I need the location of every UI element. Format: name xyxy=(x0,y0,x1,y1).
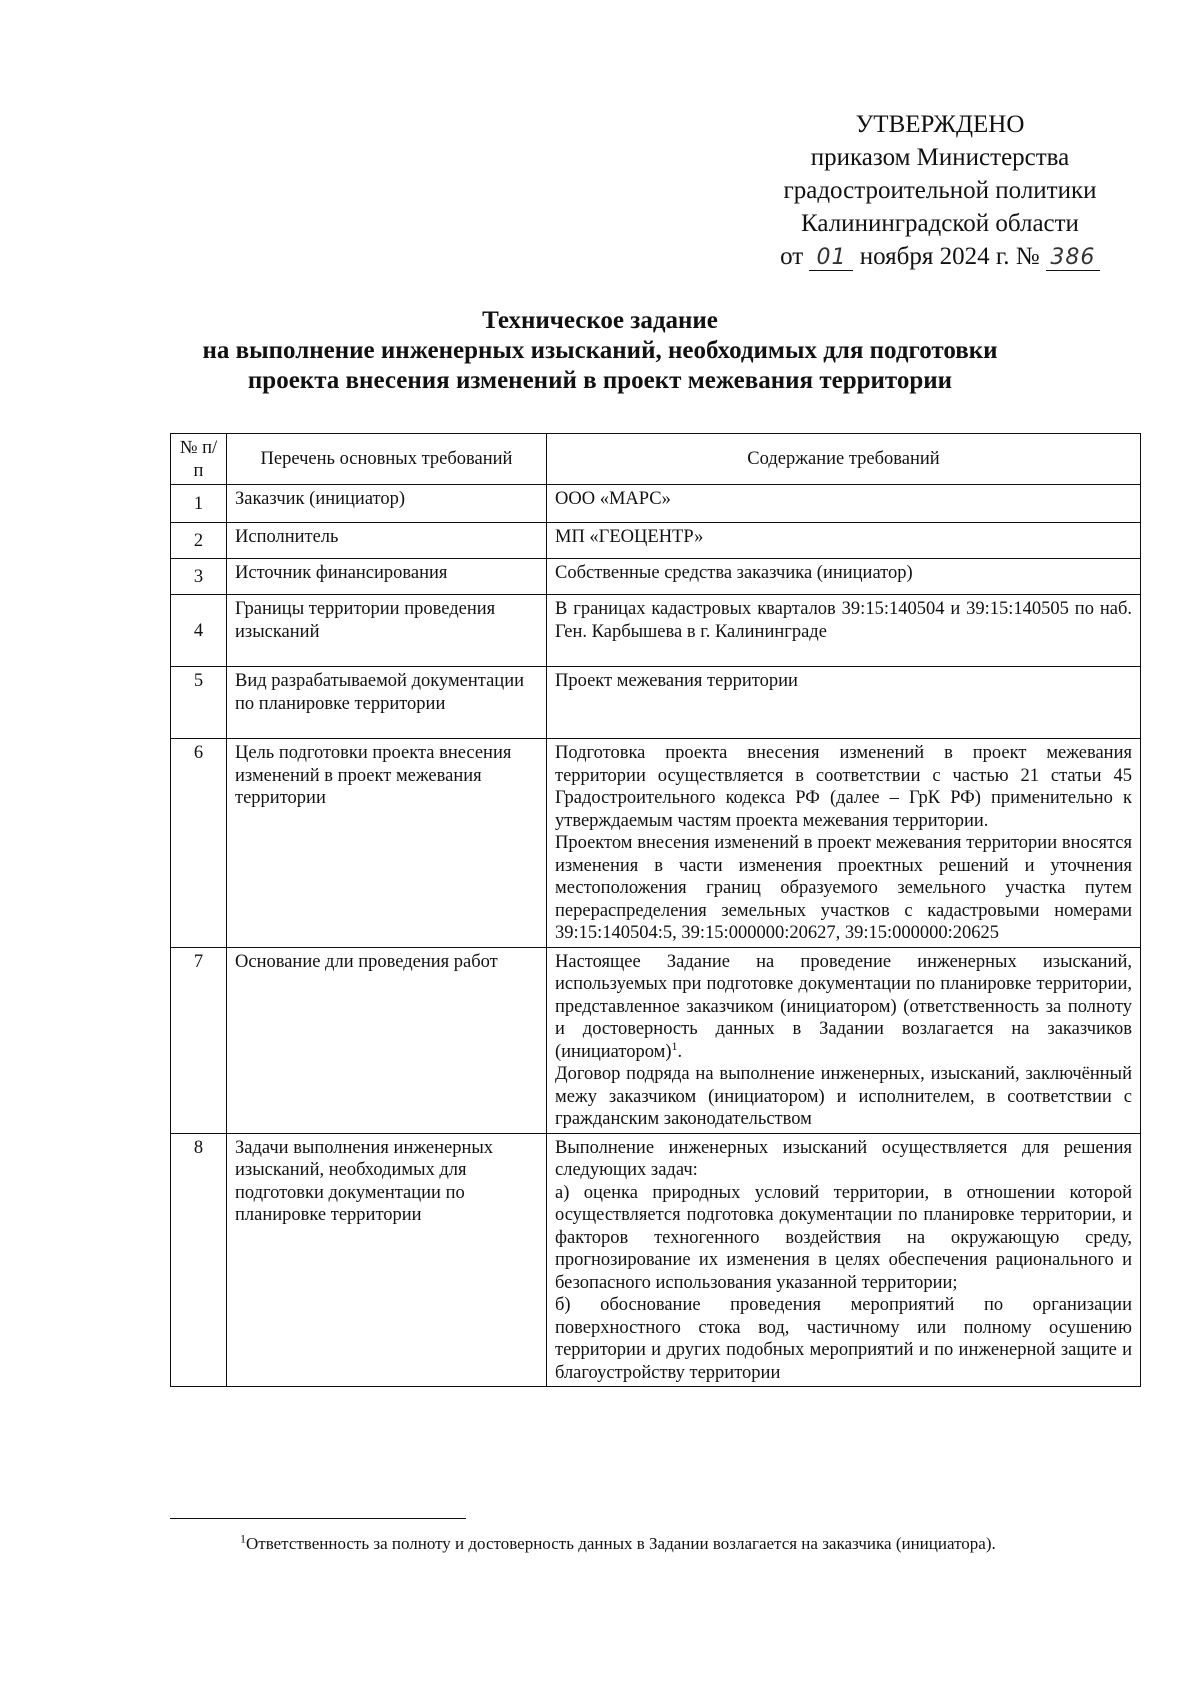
row-num: 7 xyxy=(171,947,227,1133)
row-num: 8 xyxy=(171,1133,227,1387)
content-paragraph: Проектом внесения изменений в проект межевания территории вносятся изменения в части изменения проектных решений и уточнения местоположения границ образуемого земельного участка путем перераспределения земельных участков с кадастровыми номерами 39:15:140504:5, 39:15:000000:20627, 39:15:000000:20625 xyxy=(555,833,1132,943)
row-content xyxy=(547,947,1141,1133)
content-paragraph: Договор подряда на выполнение инженерных, изысканий, заключённый межу заказчиком (инициатором) и исполнителем, в соответствии с гражданским законодательством xyxy=(555,1064,1132,1129)
row-content xyxy=(547,485,1141,523)
content-paragraph: Проект межевания территории xyxy=(555,671,798,691)
content-paragraph: В границах кадастровых кварталов 39:15:140504 и 39:15:140505 по наб. Ген. Карбышева в г. Калининграде xyxy=(555,599,1132,642)
table-row xyxy=(171,947,1141,1133)
row-requirement: Основание дли проведения работ xyxy=(227,947,547,1133)
handwritten-order-number: 386 xyxy=(1046,246,1100,271)
row-requirement: Вид разрабатываемой документации по планировке территории xyxy=(227,667,547,739)
row-content xyxy=(547,595,1141,667)
approval-line-3: Калининградской области xyxy=(801,210,1079,237)
footnote-text: Ответственность за полноту и достоверность данных в Задании возлагается на заказчика (инициатора). xyxy=(246,1534,996,1553)
content-paragraph: ООО «МАРС» xyxy=(555,489,671,509)
title-line-2: на выполнение инженерных изысканий, необходимых для подготовки xyxy=(202,337,998,364)
header-num: № п/п xyxy=(171,434,227,485)
row-num: 6 xyxy=(171,739,227,948)
row-requirement: Задачи выполнения инженерных изысканий, необходимых для подготовки документации по планировке территории xyxy=(227,1133,547,1387)
footnote-ref: 1 xyxy=(671,1038,678,1053)
row-num: 1 xyxy=(171,485,227,523)
content-paragraph: Подготовка проекта внесения изменений в проект межевания территории осуществляется в соответствии с частью 21 статьи 45 Градостроительного кодекса РФ (далее – ГрК РФ) применительно к утверждаемым частям проекта межевания территории. xyxy=(555,743,1132,831)
table-row xyxy=(171,739,1141,948)
row-num: 2 xyxy=(171,523,227,559)
row-num: 3 xyxy=(171,559,227,595)
row-requirement: Границы территории проведения изысканий xyxy=(227,595,547,667)
table-row xyxy=(171,523,1141,559)
row-requirement: Цель подготовки проекта внесения изменений в проект межевания территории xyxy=(227,739,547,948)
row-content xyxy=(547,667,1141,739)
content-paragraph: Настоящее Задание на проведение инженерных изысканий, используемых при подготовке документации по планировке территории, представленное заказчиком (инициатором) (ответственность за полноту и достоверность данных в Задании возлагается на заказчиков (инициатором)$^1$. xyxy=(555,951,1132,1062)
row-requirement: Заказчик (инициатор) xyxy=(227,485,547,523)
approved-heading: УТВЕРЖДЕНО xyxy=(855,111,1025,138)
row-content xyxy=(547,1133,1141,1387)
approval-date-line xyxy=(740,240,1140,273)
table-row xyxy=(171,1133,1141,1387)
row-content xyxy=(547,739,1141,948)
row-requirement: Исполнитель xyxy=(227,523,547,559)
table-row xyxy=(171,559,1141,595)
row-requirement: Источник финансирования xyxy=(227,559,547,595)
content-paragraph: МП «ГЕОЦЕНТР» xyxy=(555,527,704,547)
date-middle: ноября 2024 г. № xyxy=(859,243,1040,270)
date-prefix: от xyxy=(780,243,804,270)
header-content: Содержание требований xyxy=(547,434,1141,485)
title-line-3: проекта внесения изменений в проект межевания территории xyxy=(247,367,953,394)
row-num: 5 xyxy=(171,667,227,739)
content-paragraph: б) обоснование проведения мероприятий по организации поверхностного стока вод, частичному или полному осушению территории и других подобных мероприятий и по инженерной защите и благоустройству территории xyxy=(555,1295,1132,1383)
content-paragraph: Собственные средства заказчика (инициатор) xyxy=(555,563,913,583)
table-row xyxy=(171,485,1141,523)
footnote-divider xyxy=(170,1518,466,1519)
requirements-table xyxy=(170,433,1141,1387)
table-header-row xyxy=(171,434,1141,485)
approval-line-2: градостроительной политики xyxy=(783,177,1097,204)
approval-stamp xyxy=(740,108,1140,273)
header-requirement: Перечень основных требований xyxy=(227,434,547,485)
footnote-marker: 1 xyxy=(240,1531,246,1546)
row-content xyxy=(547,523,1141,559)
title-line-1: Техническое задание xyxy=(482,307,718,334)
content-paragraph: а) оценка природных условий территории, в отношении которой осуществляется подготовка документации по планировке территории, и факторов техногенного воздействия на окружающую среду, прогнозирование их изменения в целях обеспечения рационального и безопасного использования указанной территории; xyxy=(555,1182,1132,1293)
content-text: Настоящее Задание на проведение инженерных изысканий, используемых при подготовке документации по планировке территории, представленное заказчиком (инициатором) (ответственность за полноту и достоверность данных в Задании возлагается на заказчиков (инициатором) xyxy=(555,951,1132,1062)
row-num: 4 xyxy=(171,595,227,667)
approval-line-1: приказом Министерства xyxy=(810,144,1070,171)
footnote xyxy=(170,1532,1140,1556)
handwritten-day: 01 xyxy=(809,246,853,271)
row-content xyxy=(547,559,1141,595)
table-row xyxy=(171,667,1141,739)
content-paragraph: Выполнение инженерных изысканий осуществляется для решения следующих задач: xyxy=(555,1137,1132,1180)
table-row xyxy=(171,595,1141,667)
document-title xyxy=(150,306,1050,396)
